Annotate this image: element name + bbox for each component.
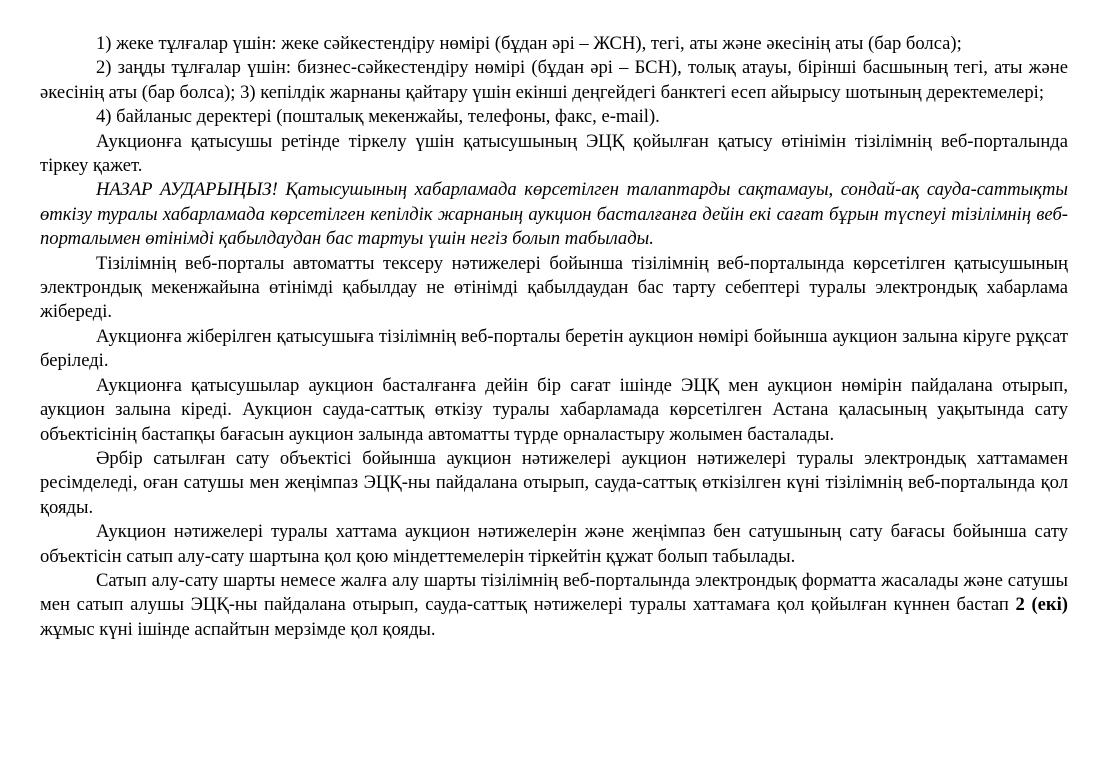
contract-text-end: жұмыс күні ішінде аспайтын мерзімде қол қояды. — [40, 618, 436, 640]
paragraph-contact-details: 4) байланыс деректері (пошталық мекенжайы, телефоны, факс, e-mail). — [96, 106, 660, 128]
paragraph-registration: Аукционға қатысушы ретінде тіркелу үшін қатысушының ЭЦҚ қойылған қатысу өтінімін тізілімнің веб-порталында тіркеу қажет. — [40, 130, 1068, 177]
paragraph-auto-check: Тізілімнің веб-порталы автоматты тексеру нәтижелері бойынша тізілімнің веб-порталында көрсетілген қатысушының электрондық мекенжайына өтінімді қабылдау не өтінімді қабылдаудан бас тарту себептері туралы электрондық хабарлама жібереді. — [40, 252, 1068, 323]
paragraph-auction-results: Әрбір сатылған сату объектісі бойынша аукцион нәтижелері аукцион нәтижелері туралы электрондық хаттамамен ресімделеді, оған сатушы мен жеңімпаз ЭЦҚ-ны пайдалана отырып, сауда-саттық өткізілген күні тізілімнің веб-порталында қол қояды. — [40, 447, 1068, 518]
paragraph-legal-entities: 2) заңды тұлғалар үшін: бизнес-сәйкестендіру нөмірі (бұдан әрі – БСН), толық атауы, бірінші басшының тегі, аты және әкесінің аты (бар болса); 3) кепілдік жарнаны қайтару үшін екінші деңгейдегі банктегі есеп айырысу шотының деректемелері; — [40, 57, 1068, 103]
paragraph-contract-signing — [40, 569, 1068, 642]
paragraph-individuals: 1) жеке тұлғалар үшін: жеке сәйкестендіру нөмірі (бұдан әрі – ЖСН), тегі, аты және әкесінің аты (бар болса); — [96, 33, 962, 54]
paragraph-attention-notice: НАЗАР АУДАРЫҢЫЗ! Қатысушының хабарламада көрсетілген талаптарды сақтамауы, сондай-ақ сауда-саттықты өткізу туралы хабарламада көрсетілген кепілдік жарнаның аукцион басталғанға дейін екі сағат бұрын түспеуі тізілімнің веб-порталымен өтінімді қабылдаудан бас тартуы үшін негіз болып табылады. — [40, 179, 1068, 250]
paragraph-auction-access: Аукционға жіберілген қатысушыға тізілімнің веб-порталы беретін аукцион нөмірі бойынша аукцион залына кіруге рұқсат беріледі. — [40, 325, 1068, 372]
contract-text-start: Сатып алу-сату шарты немесе жалға алу шарты тізілімнің веб-порталында электрондық форматта жасалады және сатушы мен сатып алушы ЭЦҚ-ны пайдалана отырып, сауда-саттық нәтижелері туралы хаттамаға қол қойылған күннен бастап — [40, 569, 1068, 616]
paragraph-results-protocol: Аукцион нәтижелері туралы хаттама аукцион нәтижелерін және жеңімпаз бен сатушының сату бағасы бойынша сату объектісін сатып алу-сату шартына қол қою міндеттемелерін тіркейтін құжат болып табылады. — [40, 521, 1068, 567]
contract-days-bold: 2 (екі) — [1015, 594, 1069, 616]
document-page — [40, 32, 1068, 642]
paragraph-auction-entry: Аукционға қатысушылар аукцион басталғанға дейін бір сағат ішінде ЭЦҚ мен аукцион нөмірін пайдалана отырып, аукцион залына кіреді. Аукцион сауда-саттық өткізу туралы хабарламада көрсетілген Астана қаласының уақытында сату объектісінің бастапқы бағасын аукцион залында автоматты түрде орналастыру жолымен басталады. — [40, 374, 1068, 445]
